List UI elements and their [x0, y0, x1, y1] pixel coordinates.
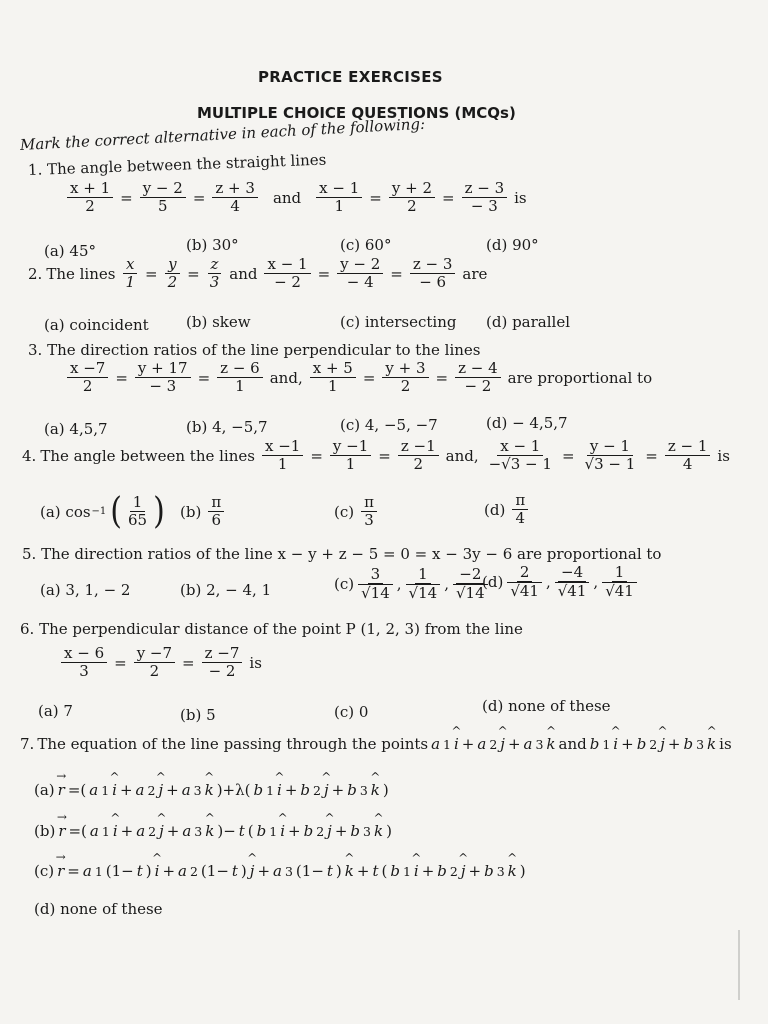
instructions: Mark the correct alternative in each of the following:	[19, 114, 426, 154]
q2-option-b[interactable]: (b) skew	[186, 313, 251, 331]
q7-option-b[interactable]: (b) → r =( a 1 ^ i + a 2 ^ j + a 3 ^ k )− t ( b 1 ^ i + b 2 ^ j + b 3 ^ k )	[34, 822, 392, 840]
q5-option-c[interactable]: (c) $\frac{3}{√14}$ , $\frac{1}{√14}$ , $\frac{-2}{√14}$	[334, 566, 491, 603]
q7-option-d[interactable]: (d) none of these	[34, 900, 163, 918]
page-subtitle: MULTIPLE CHOICE QUESTIONS (MCQs)	[197, 104, 516, 122]
q1-option-c[interactable]: (c) 60°	[340, 236, 392, 254]
question-2-equation: 2. The lines $\frac{x}{1}$ = $\frac{y}{2}$ = $\frac{z}{3}$ and $\frac{x - 1}{- 2}$ = $\frac{y - 2}{- 4}$ = $\frac{z - 3}{- 6}$ are	[28, 255, 488, 292]
question-1-equation: $\frac{x + 1}{2}$ = $\frac{y - 2}{5}$ = $\frac{z + 3}{4}$ and $\frac{x - 1}{1}$ = $\frac{y + 2}{2}$ = $\frac{z - 3}{- 3}$ is	[64, 180, 527, 216]
q6-option-b[interactable]: (b) 5	[180, 706, 216, 724]
q3-option-b[interactable]: (b) 4, −5,7	[186, 418, 268, 436]
page-title: PRACTICE EXERCISES	[258, 68, 443, 86]
q6-option-a[interactable]: (a) 7	[38, 702, 73, 720]
q5-option-d[interactable]: (d) $\frac{2}{√41}$ , $\frac{-4}{√41}$ , $\frac{1}{√41}$	[482, 564, 640, 601]
q7-option-a[interactable]: (a) → r =( a 1 ^ i + a 2 ^ j + a 3 ^ k )+λ( b 1 ^ i + b 2 ^ j + b 3 ^ k )	[34, 781, 389, 799]
q4-option-c[interactable]: (c) $\frac{\pi}{3}$	[334, 494, 380, 530]
q7-option-c[interactable]: (c) → r = a 1 (1− t ) ^ i + a 2 (1− t ) ^ j + a 3 (1− t ) ^ k + t ( b 1 ^ i + b 2 ^ j + b 3 ^ k )	[34, 862, 526, 880]
q2-option-c[interactable]: (c) intersecting	[340, 313, 457, 331]
q5-option-b[interactable]: (b) 2, − 4, 1	[180, 581, 272, 599]
page-edge-line	[738, 930, 740, 1000]
question-1-stem: 1. The angle between the straight lines	[27, 150, 327, 179]
q4-option-d[interactable]: (d) $\frac{\pi}{4}$	[484, 492, 531, 528]
q1-option-b[interactable]: (b) 30°	[186, 236, 239, 254]
question-5-stem: 5. The direction ratios of the line x − y + z − 5 = 0 = x − 3y − 6 are proportional to	[22, 545, 662, 563]
q1-option-d[interactable]: (d) 90°	[486, 236, 539, 254]
question-3-equation: $\frac{x -7}{2}$ = $\frac{y + 17}{- 3}$ = $\frac{z - 6}{1}$ and, $\frac{x + 5}{1}$ = $\frac{y + 3}{2}$ = $\frac{z - 4}{- 2}$ are proportional to	[64, 360, 652, 396]
question-4-equation: 4. The angle between the lines $\frac{x -1}{1}$ = $\frac{y -1}{1}$ = $\frac{z -1}{2}$ and, $\frac{x - 1}{-√3 - 1}$ = $\frac{y - 1}{√3 - 1}$ = $\frac{z - 1}{4}$ is	[22, 437, 730, 474]
q1-option-a[interactable]: (a) 45°	[44, 242, 97, 260]
q3-option-c[interactable]: (c) 4, −5, −7	[340, 416, 438, 434]
question-6-stem: 6. The perpendicular distance of the point P (1, 2, 3) from the line	[20, 620, 523, 638]
q5-option-a[interactable]: (a) 3, 1, − 2	[40, 581, 131, 599]
question-6-equation: $\frac{x - 6}{3}$ = $\frac{y -7}{2}$ = $\frac{z -7}{- 2}$ is	[58, 645, 262, 681]
q3-option-a[interactable]: (a) 4,5,7	[44, 420, 108, 438]
q4-option-b[interactable]: (b) $\frac{\pi}{6}$	[180, 494, 227, 530]
question-3-stem: 3. The direction ratios of the line perpendicular to the lines	[28, 341, 481, 359]
q6-option-d[interactable]: (d) none of these	[482, 697, 611, 715]
q2-option-d[interactable]: (d) parallel	[486, 313, 571, 331]
question-7-stem: 7. The equation of the line passing through the points a 1 ^ i + a 2 ^ j + a 3 ^ k and b 1 ^ i + b 2 ^ j + b 3 ^ k is	[20, 735, 732, 753]
q3-option-d[interactable]: (d) − 4,5,7	[486, 414, 568, 432]
q6-option-c[interactable]: (c) 0	[334, 703, 369, 721]
q4-option-a[interactable]: (a) cos −1 ( $\frac{1}{65}$ )	[40, 490, 165, 533]
q2-option-a[interactable]: (a) coincident	[44, 316, 149, 334]
